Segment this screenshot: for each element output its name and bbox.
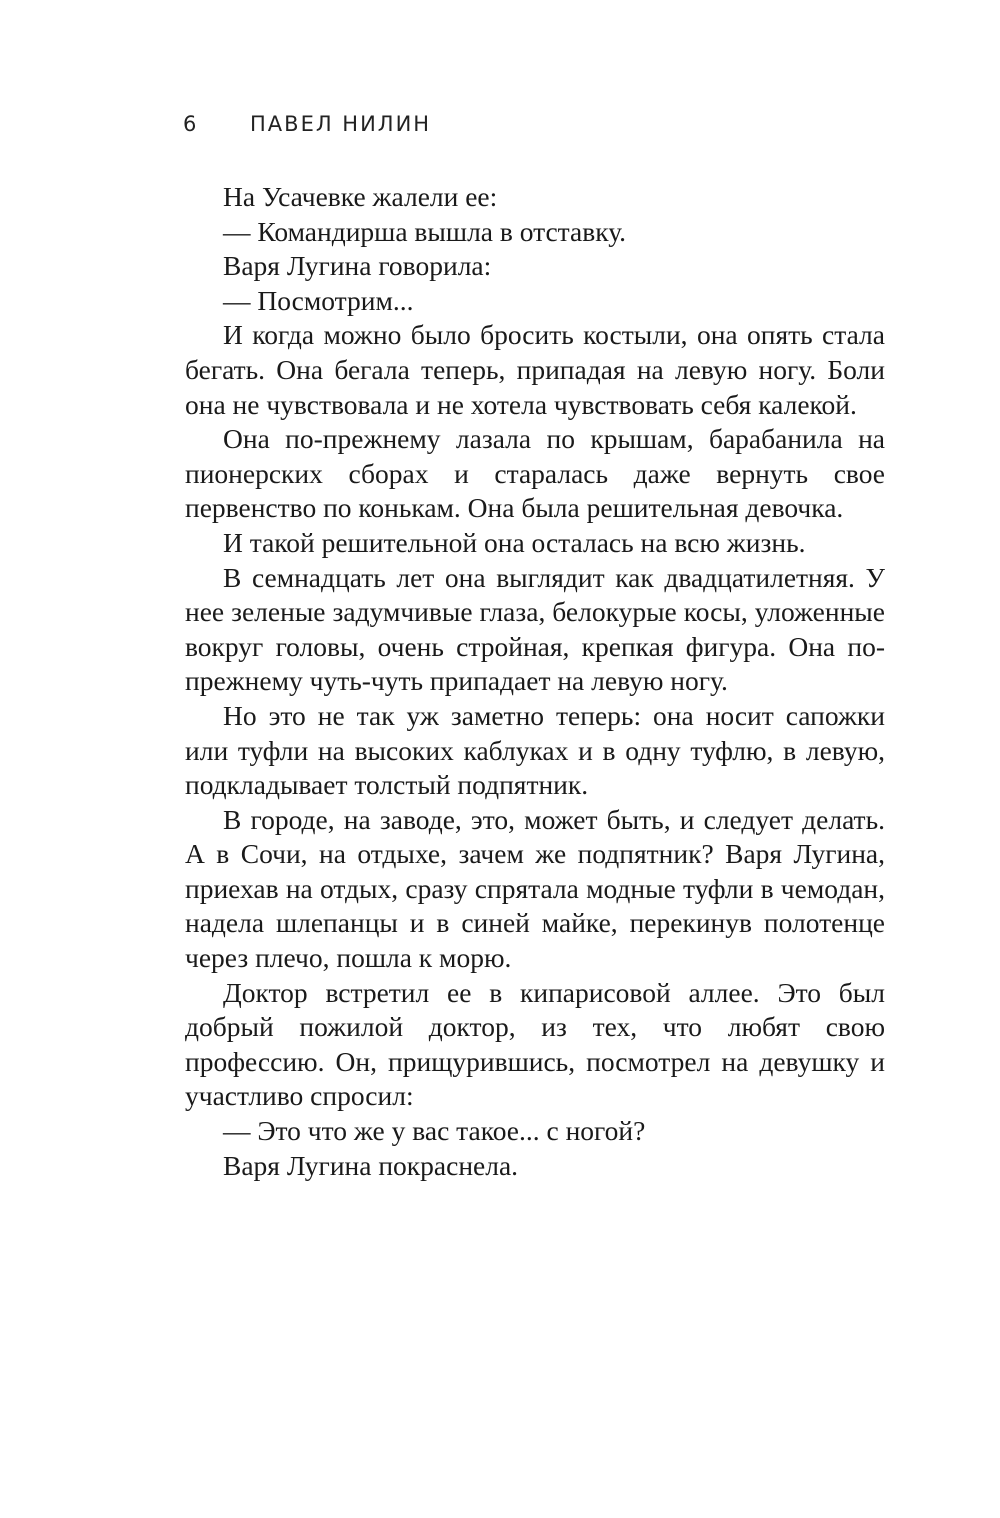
paragraph: И такой решительной она осталась на всю жизнь. <box>223 526 806 558</box>
body-text <box>185 180 885 1183</box>
paragraph: Она по-прежнему лазала по крышам, барабанила на пионерских сборах и старалась даже вернуть свое первенство по конькам. Она была решительная девочка. <box>185 423 885 524</box>
paragraph: Варя Лугина говорила: <box>223 250 492 282</box>
paragraph: На Усачевке жалели ее: <box>223 181 498 212</box>
paragraph: Доктор встретил ее в кипарисовой аллее. Это был добрый пожилой доктор, из тех, что любят свою профессию. Он, прищурившись, посмотрел на девушку и участливо спросил: <box>185 976 885 1112</box>
page-number: 6 <box>183 112 199 136</box>
paragraph: — Посмотрим... <box>223 284 414 316</box>
paragraph: Но это не так уж заметно теперь: она носит сапожки или туфли на высоких каблуках и в одну туфлю, в левую, подкладывает толстый подпятник. <box>185 699 885 801</box>
paragraph: Варя Лугина покраснела. <box>223 1149 519 1181</box>
paragraph: И когда можно было бросить костыли, она опять стала бегать. Она бегала теперь, припадая на левую ногу. Боли она не чувствовала и не хотела чувствовать себя калекой. <box>185 319 885 420</box>
paragraph: В семнадцать лет она выглядит как двадцатилетняя. У нее зеленые задумчивые глаза, белокурые косы, уложенные вокруг головы, очень стройная, крепкая фигура. Она по-прежнему чуть-чуть припадает на левую ногу. <box>185 561 885 697</box>
paragraph: — Это что же у вас такое... с ногой? <box>223 1115 646 1147</box>
running-head <box>183 112 431 136</box>
author-name: ПАВЕЛ НИЛИН <box>250 112 432 136</box>
paragraph: — Командирша вышла в отставку. <box>223 215 627 247</box>
paragraph: В городе, на заводе, это, может быть, и следует делать. А в Сочи, на отдыхе, зачем же подпятник? Варя Лугина, приехав на отдых, сразу спрятала модные туфли в чемодан, надела шлепанцы и в синей майке, перекинув полотенце через плечо, пошла к морю. <box>185 803 885 974</box>
